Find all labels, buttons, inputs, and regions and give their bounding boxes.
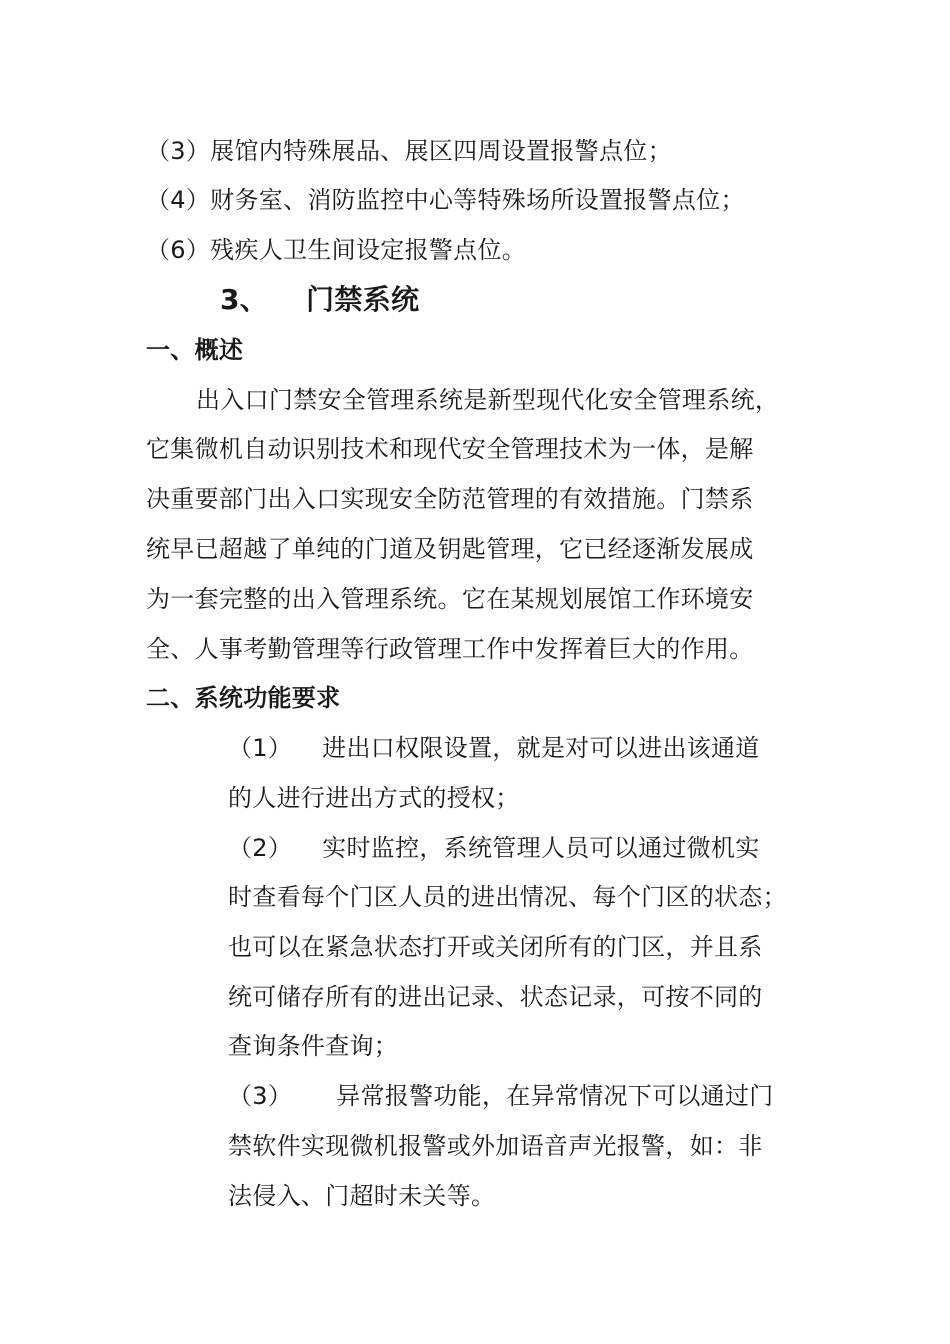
section-number: 3、 [220, 283, 269, 316]
list-item-3: （3）展馆内特殊展品、展区四周设置报警点位； [146, 137, 672, 165]
item-number: （3） [228, 1082, 293, 1110]
item-text: 实时监控，系统管理人员可以通过微机实 [322, 834, 760, 862]
list-item-6: （6）残疾人卫生间设定报警点位。 [146, 236, 527, 264]
item-number: （1） [228, 734, 293, 762]
requirement-item-2-line-3: 也可以在紧急状态打开或关闭所有的门区，并且系 [228, 933, 763, 961]
item-text: 进出口权限设置，就是对可以进出该通道 [322, 734, 760, 762]
requirement-item-2-line-5: 查询条件查询； [228, 1032, 399, 1060]
requirement-item-2-line-2: 时查看每个门区人员的进出情况、每个门区的状态； [228, 883, 787, 911]
list-item-4: （4）财务室、消防监控中心等特殊场所设置报警点位； [146, 186, 745, 214]
overview-line-1: 出入口门禁安全管理系统是新型现代化安全管理系统， [196, 386, 780, 414]
requirements-heading: 二、系统功能要求 [146, 684, 341, 712]
section-heading [220, 283, 419, 317]
requirement-item-1 [228, 733, 760, 763]
overview-line-6: 全、人事考勤管理等行政管理工作中发挥着巨大的作用。 [146, 635, 754, 663]
overview-line-3: 决重要部门出入口实现安全防范管理的有效措施。门禁系 [146, 485, 754, 513]
requirement-item-1-line-2: 的人进行进出方式的授权； [228, 784, 520, 812]
overview-line-5: 为一套完整的出入管理系统。它在某规划展馆工作环境安 [146, 585, 754, 613]
overview-heading: 一、概述 [146, 336, 244, 364]
requirement-item-3-line-2: 禁软件实现微机报警或外加语音声光报警，如：非 [228, 1132, 763, 1160]
item-text: 异常报警功能，在异常情况下可以通过门 [336, 1082, 774, 1110]
requirement-item-2 [228, 833, 760, 863]
requirement-item-3 [228, 1081, 774, 1111]
requirement-item-3-line-3: 法侵入、门超时未关等。 [228, 1182, 496, 1210]
overview-line-2: 它集微机自动识别技术和现代安全管理技术为一体，是解 [146, 435, 754, 463]
section-title: 门禁系统 [306, 283, 420, 316]
overview-line-4: 统早已超越了单纯的门道及钥匙管理，它已经逐渐发展成 [146, 535, 754, 563]
item-number: （2） [228, 834, 293, 862]
requirement-item-2-line-4: 统可储存所有的进出记录、状态记录，可按不同的 [228, 983, 763, 1011]
